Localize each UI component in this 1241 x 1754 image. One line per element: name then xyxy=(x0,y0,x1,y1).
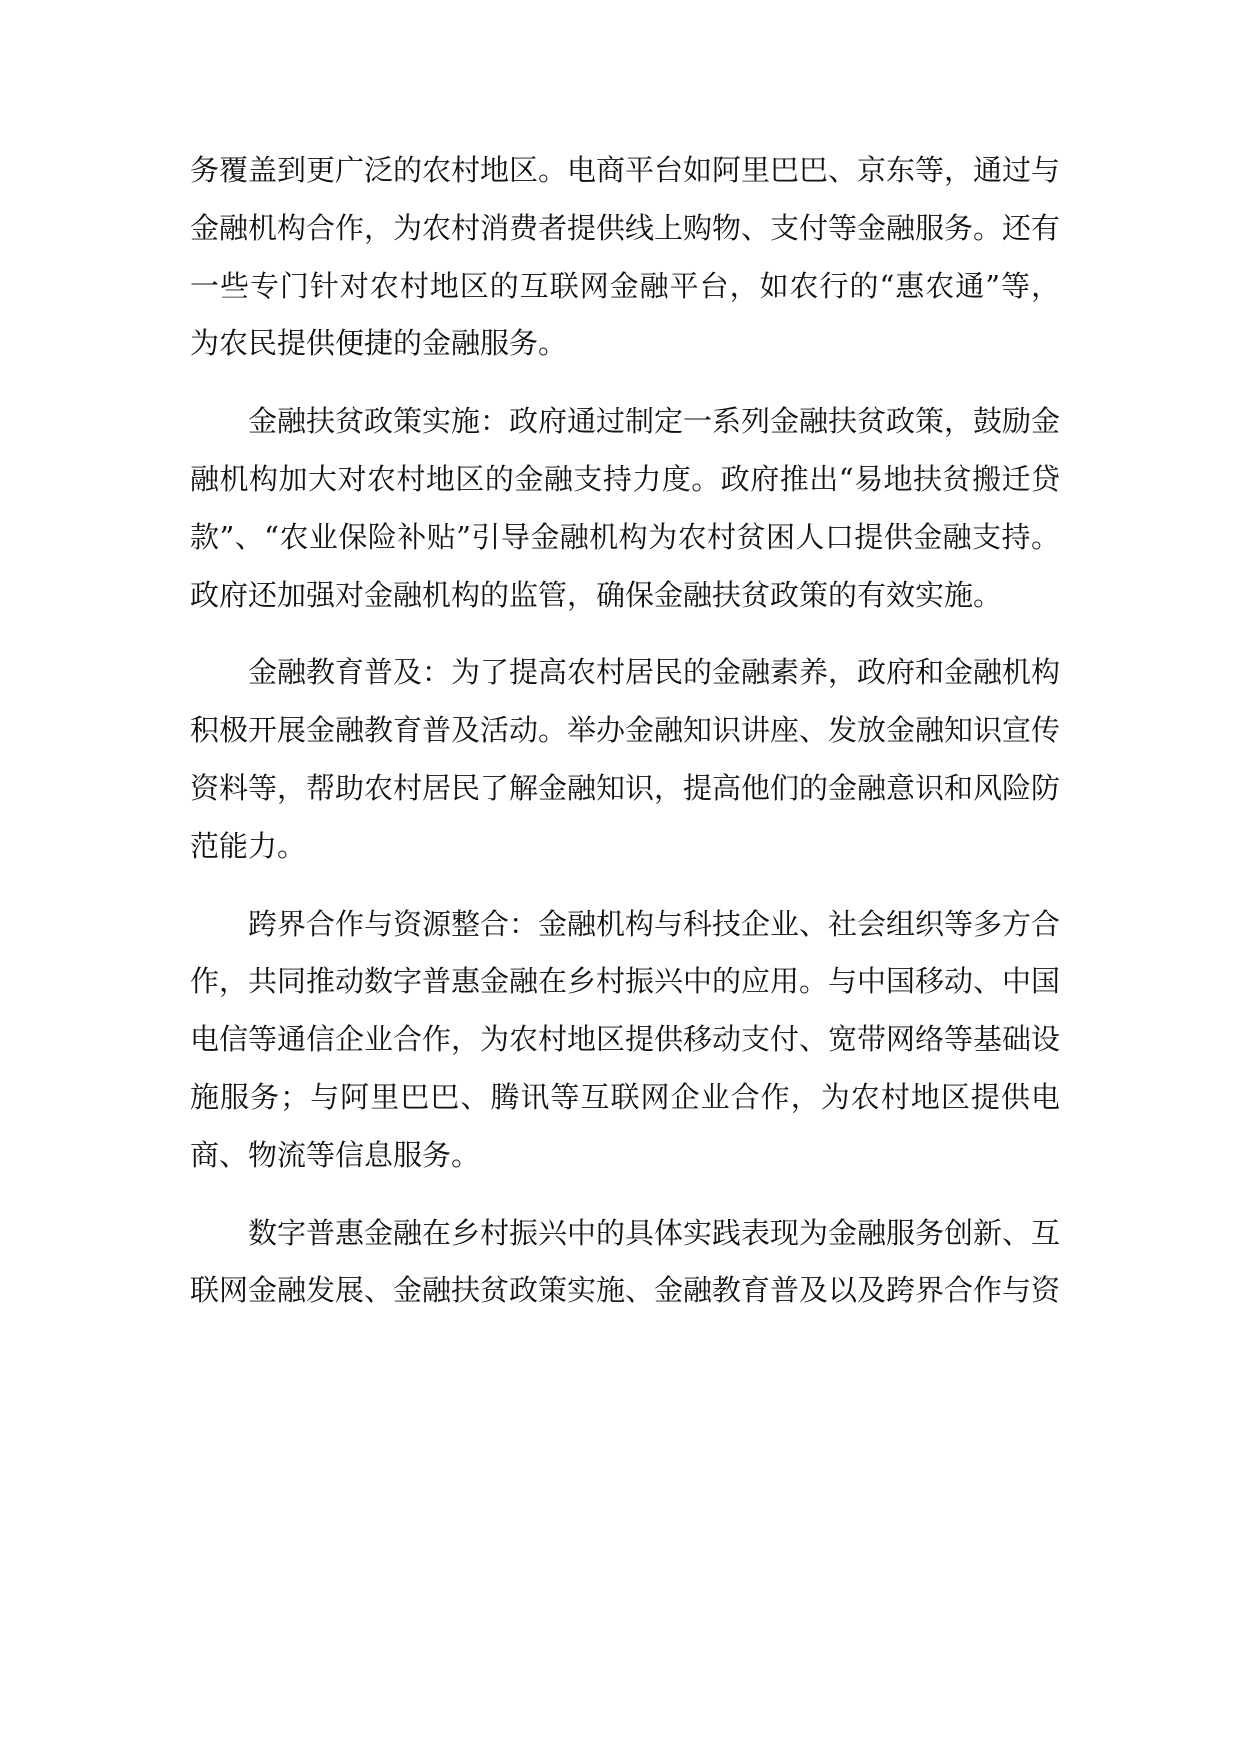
paragraph-financial-education: 金融教育普及：为了提高农村居民的金融素养，政府和金融机构积极开展金融教育普及活动。举办金融知识讲座、发放金融知识宣传资料等，帮助农村居民了解金融知识，提高他们的金融意识和风险防范能力。 xyxy=(190,655,1061,863)
document-body xyxy=(190,142,1060,1320)
paragraph-poverty-alleviation-policy: 金融扶贫政策实施：政府通过制定一系列金融扶贫政策，鼓励金融机构加大对农村地区的金融支持力度。政府推出“易地扶贫搬迁贷款”、“农业保险补贴”引导金融机构为农村贫困人口提供金融支持。政府还加强对金融机构的监管，确保金融扶贫政策的有效实施。 xyxy=(190,404,1061,612)
paragraph-summary: 数字普惠金融在乡村振兴中的具体实践表现为金融服务创新、互联网金融发展、金融扶贫政策实施、金融教育普及以及跨界合作与资 xyxy=(190,1215,1061,1308)
paragraph-continuation: 务覆盖到更广泛的农村地区。电商平台如阿里巴巴、京东等，通过与金融机构合作，为农村消费者提供线上购物、支付等金融服务。还有一些专门针对农村地区的互联网金融平台，如农行的“惠农通”等，为农民提供便捷的金融服务。 xyxy=(190,153,1061,361)
paragraph-cross-sector-cooperation: 跨界合作与资源整合：金融机构与科技企业、社会组织等多方合作，共同推动数字普惠金融在乡村振兴中的应用。与中国移动、中国电信等通信企业合作，为农村地区提供移动支付、宽带网络等基础设施服务；与阿里巴巴、腾讯等互联网企业合作，为农村地区提供电商、物流等信息服务。 xyxy=(190,906,1061,1172)
